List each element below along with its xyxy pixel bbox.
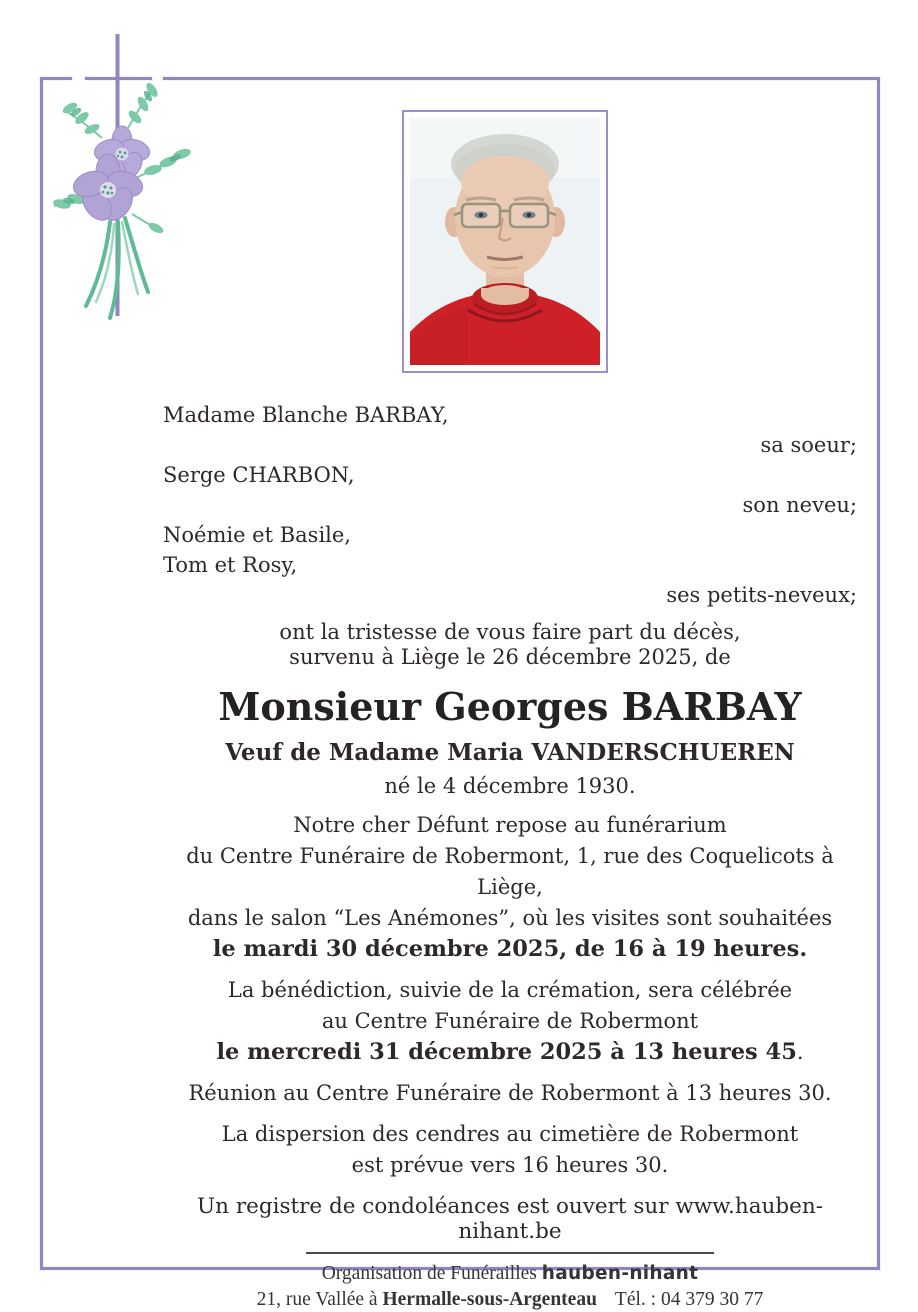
ceremony-date-bold: le mercredi 31 décembre 2025 à 13 heures 45 bbox=[216, 1039, 797, 1065]
footer-address-prefix: 21, rue Vallée à bbox=[256, 1289, 383, 1310]
footer-address bbox=[163, 1287, 857, 1312]
mourner-name: Noémie et Basile, bbox=[163, 523, 351, 547]
frame-top-segment bbox=[163, 77, 880, 80]
cross-flowers-icon bbox=[40, 30, 210, 330]
footer-divider bbox=[306, 1252, 714, 1254]
footer-org-prefix: Organisation de Funérailles bbox=[321, 1263, 542, 1284]
funeral-home-footer bbox=[163, 1261, 857, 1312]
footer-phone: Tél. : 04 379 30 77 bbox=[614, 1289, 764, 1310]
cross-and-flowers-decoration bbox=[40, 30, 210, 330]
portrait-photo bbox=[402, 110, 608, 373]
birth-date: né le 4 décembre 1930. bbox=[384, 774, 636, 798]
portrait-image bbox=[410, 118, 600, 365]
dispersion-line: La dispersion des cendres au cimetière de Robermont bbox=[221, 1122, 799, 1146]
visitation-line: du Centre Funéraire de Robermont, 1, rue des Coquelicots à Liège, bbox=[186, 844, 834, 899]
mourner-name: Serge CHARBON, bbox=[163, 463, 355, 487]
announcement-text bbox=[163, 400, 857, 1312]
announcement-line: ont la tristesse de vous faire part du décès, bbox=[279, 620, 741, 644]
widower-line: Veuf de Madame Maria VANDERSCHUEREN bbox=[225, 739, 795, 766]
footer-organisation bbox=[163, 1261, 857, 1287]
funeral-home-logo: hauben-nihant bbox=[541, 1263, 699, 1284]
meeting-line: Réunion au Centre Funéraire de Robermont à 13 heures 30. bbox=[188, 1081, 832, 1105]
ceremony-date bbox=[163, 1037, 857, 1068]
mourner-relation: son neveu; bbox=[742, 493, 857, 517]
visitation-date: le mardi 30 décembre 2025, de 16 à 19 heures. bbox=[212, 936, 808, 962]
announcement-intro bbox=[163, 620, 857, 670]
mourner-name: Madame Blanche BARBAY, bbox=[163, 403, 449, 427]
ceremony-line: La bénédiction, suivie de la crémation, sera célébrée bbox=[227, 978, 793, 1002]
frame-right bbox=[877, 77, 880, 1270]
ceremony-date-period: . bbox=[796, 1040, 804, 1064]
deceased-name: Monsieur Georges BARBAY bbox=[218, 684, 802, 729]
visitation-paragraph bbox=[163, 810, 857, 965]
dispersion-paragraph bbox=[163, 1119, 857, 1181]
visitation-line: dans le salon “Les Anémones”, où les visites sont souhaitées bbox=[187, 906, 833, 930]
mourner-relation: ses petits-neveux; bbox=[666, 583, 857, 607]
announcement-line: survenu à Liège le 26 décembre 2025, de bbox=[289, 645, 731, 669]
mourner-relation: sa soeur; bbox=[760, 433, 857, 457]
mourner-name: Tom et Rosy, bbox=[163, 553, 298, 577]
ceremony-line: au Centre Funéraire de Robermont bbox=[321, 1009, 699, 1033]
dispersion-line: est prévue vers 16 heures 30. bbox=[351, 1153, 669, 1177]
visitation-line: Notre cher Défunt repose au funérarium bbox=[293, 813, 727, 837]
footer-address-city: Hermalle-sous-Argenteau bbox=[382, 1289, 597, 1310]
condolence-register-line: Un registre de condoléances est ouvert sur www.hauben-nihant.be bbox=[197, 1194, 823, 1244]
ceremony-paragraph bbox=[163, 975, 857, 1068]
